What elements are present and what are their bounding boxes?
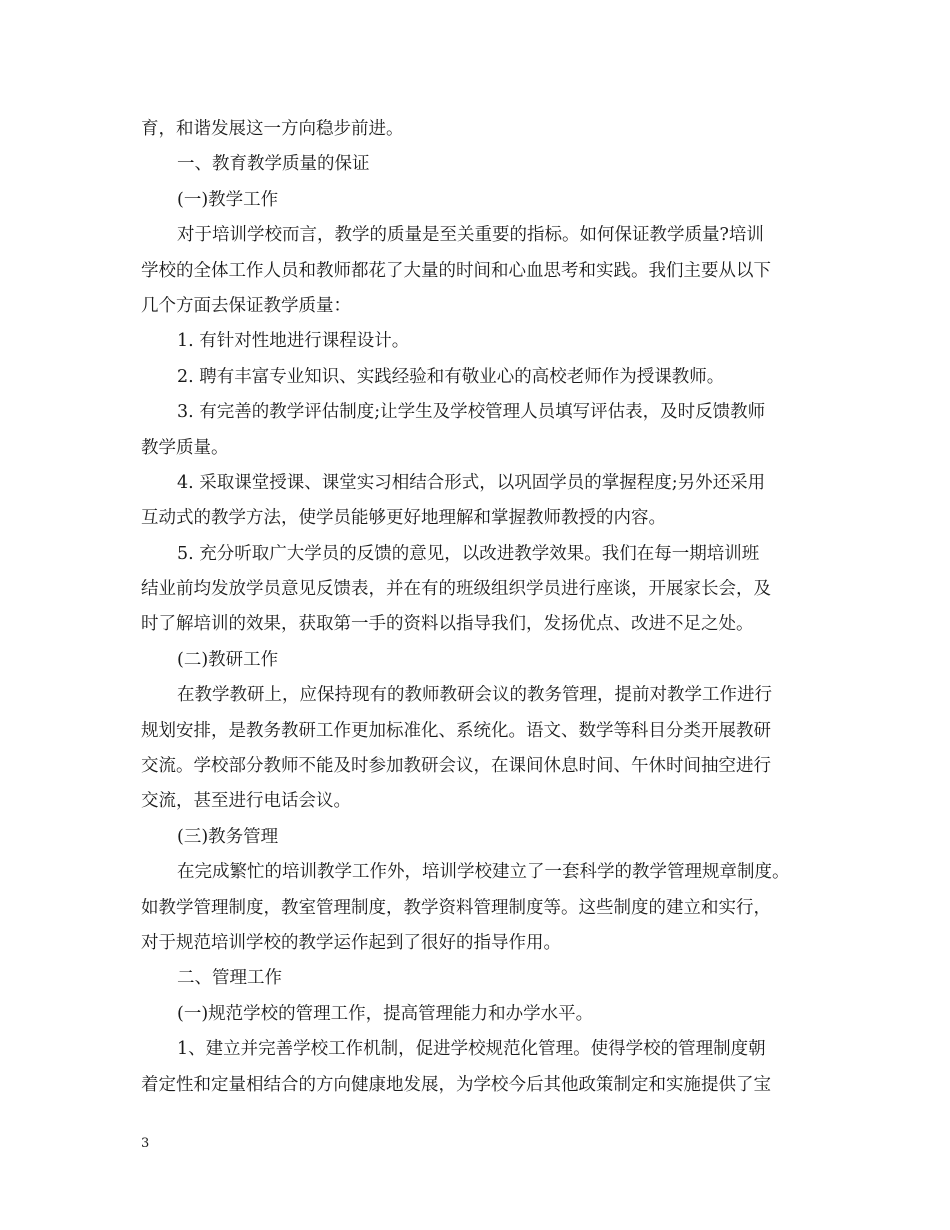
text-line: 几个方面去保证教学质量： (141, 295, 351, 316)
text-line: 教学质量。 (141, 437, 229, 458)
page-number: 3 (141, 1136, 150, 1151)
text-line: 结业前均发放学员意见反馈表，并在有的班级组织学员进行座谈，开展家长会，及 (141, 579, 771, 600)
text-line: 对于培训学校而言，教学的质量是至关重要的指标。如何保证教学质量?培训 (177, 225, 764, 246)
text-line: 在教学教研上，应保持现有的教师教研会议的教务管理，提前对教学工作进行 (177, 685, 772, 706)
text-line: 时了解培训的效果，获取第一手的资料以指导我们，发扬优点、改进不足之处。 (141, 614, 754, 635)
text-line: 互动式的教学方法，使学员能够更好地理解和掌握教师教授的内容。 (141, 508, 666, 529)
text-line: 在完成繁忙的培训教学工作外，培训学校建立了一套科学的教学管理规章制度。 (177, 862, 790, 883)
subsection-heading: (一)教学工作 (177, 189, 279, 210)
section-heading: 二、管理工作 (177, 968, 282, 989)
text-line: 育，和谐发展这一方向稳步前进。 (141, 119, 404, 139)
list-item: 1、建立并完善学校工作机制，促进学校规范化管理。使得学校的管理制度朝 (177, 1039, 766, 1060)
body-text (141, 112, 821, 1103)
text-line: 规划安排，是教务教研工作更加标准化、系统化。语文、数学等科目分类开展教研 (141, 720, 771, 741)
list-item: 3. 有完善的教学评估制度;让学生及学校管理人员填写评估表，及时反馈教师 (177, 402, 766, 423)
list-item: 1. 有针对性地进行课程设计。 (177, 331, 410, 352)
text-line: 对于规范培训学校的教学运作起到了很好的指导作用。 (141, 932, 561, 953)
section-heading: 一、教育教学质量的保证 (177, 154, 370, 175)
text-line: 交流。学校部分教师不能及时参加教研会议，在课间休息时间、午休时间抽空进行 (141, 756, 771, 777)
subsection-heading: (三)教务管理 (177, 826, 279, 847)
subsection-heading: (二)教研工作 (177, 649, 279, 670)
list-item: 2. 聘有丰富专业知识、实践经验和有敬业心的高校老师作为授课教师。 (177, 366, 725, 387)
list-item: 5. 充分听取广大学员的反馈的意见，以改进教学效果。我们在每一期培训班 (177, 543, 760, 564)
text-line: 交流，甚至进行电话会议。 (141, 791, 351, 812)
subsection-heading: (一)规范学校的管理工作，提高管理能力和办学水平。 (177, 1003, 594, 1024)
text-line: 学校的全体工作人员和教师都花了大量的时间和心血思考和实践。我们主要从以下 (141, 260, 771, 281)
text-line: 如教学管理制度，教室管理制度，教学资料管理制度等。这些制度的建立和实行， (141, 897, 771, 918)
list-item: 4. 采取课堂授课、课堂实习相结合形式，以巩固学员的掌握程度;另外还采用 (177, 472, 766, 493)
text-line: 着定性和定量相结合的方向健康地发展，为学校今后其他政策制定和实施提供了宝 (141, 1074, 771, 1095)
